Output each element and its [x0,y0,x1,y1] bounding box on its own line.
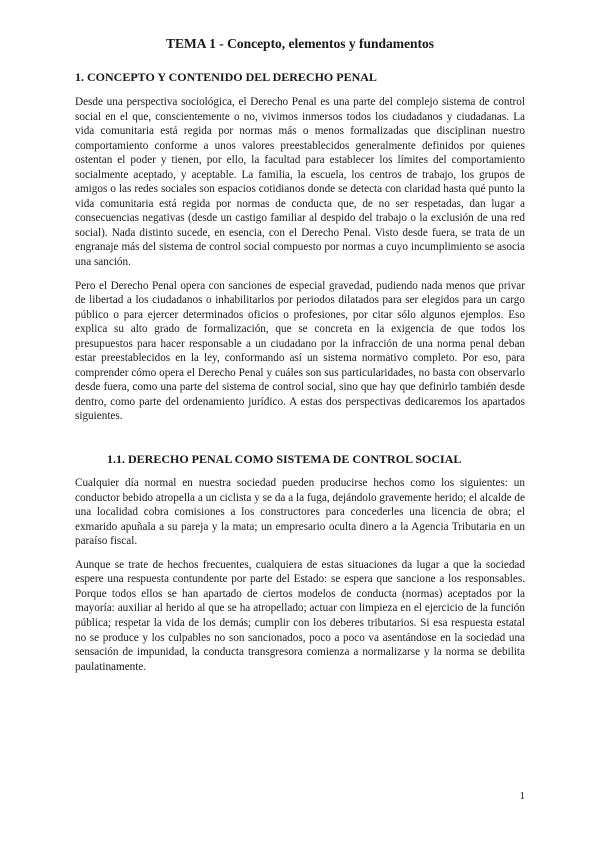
document-title: TEMA 1 - Concepto, elementos y fundamentos [165,36,435,51]
page-number: 1 [519,790,525,802]
subsection-heading: 1.1. DERECHO PENAL COMO SISTEMA DE CONTROL SOCIAL [107,452,462,467]
section-heading: 1. CONCEPTO Y CONTENIDO DEL DERECHO PENAL [75,70,377,84]
document-page [75,36,525,683]
paragraph: Aunque se trate de hechos frecuentes, cualquiera de estas situaciones da lugar a que la sociedad espere una respuesta contundente por parte del Estado: se espera que sancione a los responsables. Porque todos ellos se han apartado de ciertos modelos de conducta (normas) aceptados por la mayoría: auxiliar al herido al que se ha atropellado; actuar con limpieza en el ejercicio de la función pública; respetar la vida de los demás; cumplir con los deberes tributarios. Si esa respuesta estatal no se produce y los culpables no son sancionados, poco a poco va asentándose en la sociedad una sensación de impunidad, la conducta transgresora comienza a normalizarse y la norma se debilita paulatinamente. [75,558,525,673]
paragraph: Desde una perspectiva sociológica, el Derecho Penal es una parte del complejo sistema de control social en el que, conscientemente o no, vivimos inmersos todos los ciudadanos y ciudadanas. La vida comunitaria está regida por normas más o menos formalizadas que disciplinan nuestro comportamiento conforme a unos valores preestablecidos generalmente definidos por quienes ostentan el poder y tienen, por ello, la facultad para establecer los límites del comportamiento socialmente aceptado, y aceptable. La familia, la escuela, los centros de trabajo, los grupos de amigos o las redes sociales son espacios cotidianos donde se detecta con claridad hasta qué punto la vida comunitaria está regida por normas de conducta que, de no ser respetadas, dan lugar a consecuencias negativas (desde un castigo familiar al despido del trabajo o la exclusión de una red social). Nada distinto sucede, en esencia, con el Derecho Penal. Visto desde fuera, se trata de un engranaje más del sistema de control social compuesto por normas a cuyo incumplimiento se asocia una sanción. [75,96,525,269]
paragraph: Pero el Derecho Penal opera con sanciones de especial gravedad, pudiendo nada menos que privar de libertad a los ciudadanos o inhabilitarlos por periodos dilatados para ser elegidos para un cargo público o para ejercer determinados oficios o profesiones, por citar sólo algunos ejemplos. Eso explica su alto grado de formalización, que se concreta en la exigencia de que todos los presupuestos para hacer responsable a un ciudadano por la infracción de una norma penal deban estar preestablecidos en la ley, conformando así un sistema normativo completo. Por eso, para comprender cómo opera el Derecho Penal y cuáles son sus particularidades, no basta con observarlo desde fuera, como una parte del sistema de control social, sino que hay que definirlo también desde dentro, como parte del ordenamiento jurídico. A estas dos perspectivas dedicaremos los apartados siguientes. [75,279,525,423]
paragraph: Cualquier día normal en nuestra sociedad pueden producirse hechos como los siguientes: un conductor bebido atropella a un ciclista y se da a la fuga, dejándolo gravemente herido; el alcalde de una localidad cobra comisiones a los constructores para concederles una licencia de obra; el exmarido apuñala a su pareja y la mata; un empresario oculta dinero a la Agencia Tributaria en un paraíso fiscal. [75,477,525,548]
